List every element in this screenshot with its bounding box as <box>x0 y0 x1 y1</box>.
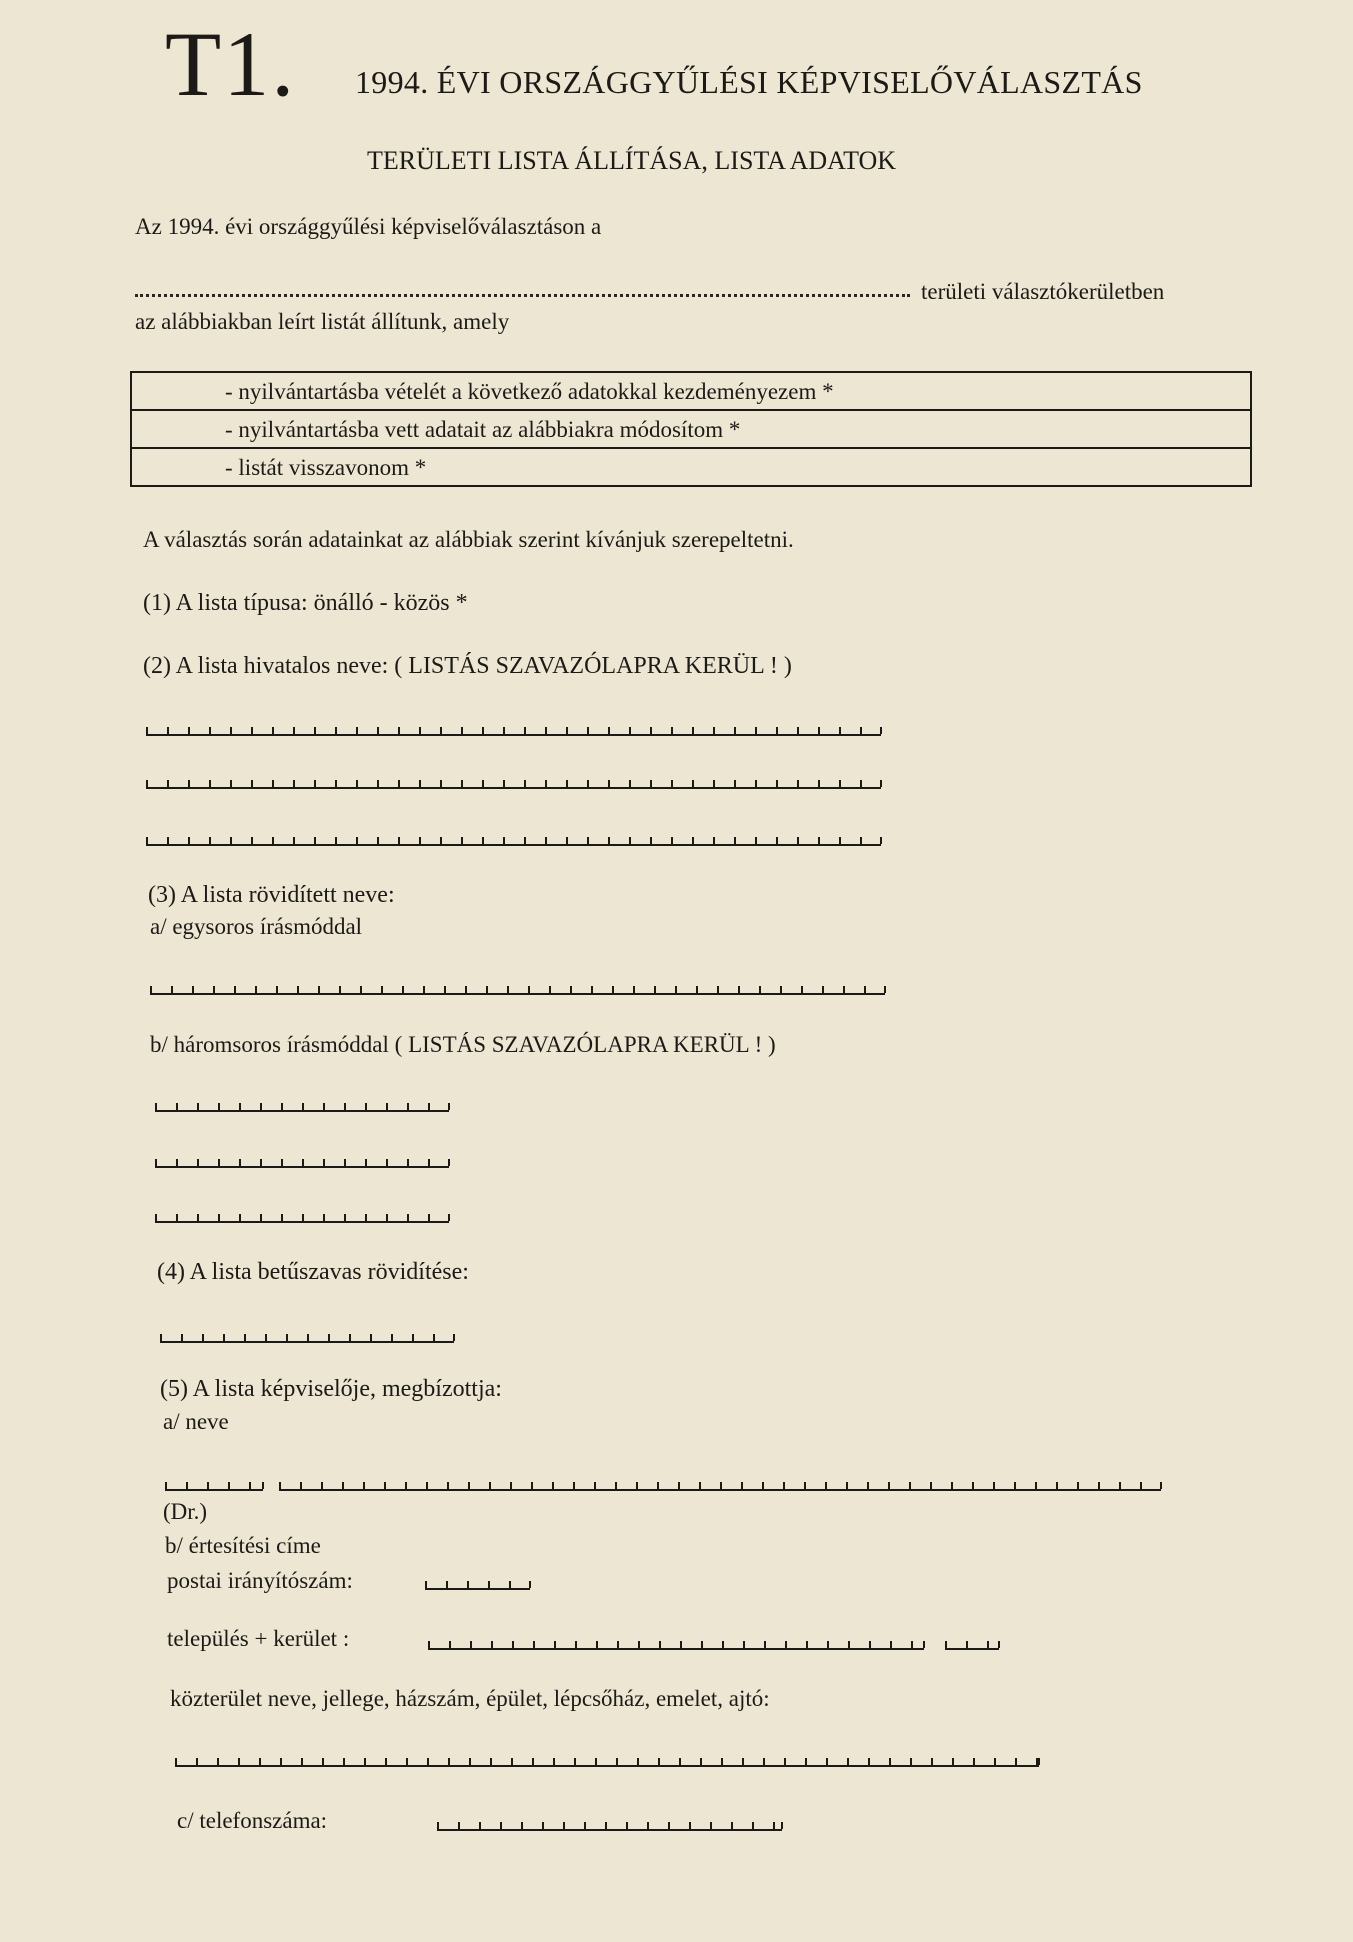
representative-name-field[interactable] <box>279 1482 1161 1491</box>
option-register[interactable] <box>132 373 1250 411</box>
section-4-acronym: (4) A lista betűszavas rövidítése: <box>157 1259 469 1285</box>
section-1-list-type: (1) A lista típusa: önálló - közös * <box>143 590 468 616</box>
street-label: közterület neve, jellege, házszám, épület, lépcsőház, emelet, ajtó: <box>170 1686 770 1711</box>
phone-label: c/ telefonszáma: <box>177 1808 328 1833</box>
official-name-field-2[interactable] <box>146 780 881 789</box>
short-name-three-line-field-2[interactable] <box>155 1159 449 1168</box>
section-5a-name-label: a/ neve <box>163 1409 229 1434</box>
intro-line: Az 1994. évi országgyűlési képviselőválasztáson a <box>135 214 602 239</box>
section-3b-label: b/ háromsoros írásmóddal ( LISTÁS SZAVAZÓLAPRA KERÜL ! ) <box>150 1032 776 1057</box>
form-code: T1. <box>165 13 297 115</box>
intro-line-2: az alábbiakban leírt listát állítunk, amely <box>135 309 510 334</box>
district-suffix: területi választókerületben <box>921 279 1165 304</box>
section-5-representative: (5) A lista képviselője, megbízottja: <box>160 1376 502 1402</box>
option-modify[interactable] <box>132 411 1250 449</box>
short-name-three-line-field-1[interactable] <box>155 1103 449 1112</box>
instruction-text: A választás során adatainkat az alábbiak szerint kívánjuk szerepeltetni. <box>143 527 794 552</box>
section-3a-label: a/ egysoros írásmóddal <box>150 914 363 939</box>
settlement-label: település + kerület : <box>167 1626 350 1651</box>
dr-label: (Dr.) <box>163 1499 208 1524</box>
section-2-official-name: (2) A lista hivatalos neve: ( LISTÁS SZAVAZÓLAPRA KERÜL ! ) <box>143 653 792 679</box>
short-name-three-line-field-3[interactable] <box>155 1214 449 1223</box>
acronym-field[interactable] <box>160 1334 454 1343</box>
title-dr-field[interactable] <box>165 1482 263 1491</box>
district-number-field[interactable] <box>945 1641 999 1650</box>
section-3-short-name: (3) A lista rövidített neve: <box>148 882 395 908</box>
official-name-field-3[interactable] <box>146 837 881 846</box>
option-withdraw[interactable] <box>132 449 1250 487</box>
option-box <box>130 371 1252 487</box>
form-title: 1994. ÉVI ORSZÁGGYŰLÉSI KÉPVISELŐVÁLASZTÁS <box>355 64 1143 100</box>
district-fill-line[interactable] <box>135 294 910 297</box>
settlement-field[interactable] <box>428 1641 924 1650</box>
phone-field[interactable] <box>437 1822 782 1831</box>
official-name-field-1[interactable] <box>146 727 881 736</box>
option-label: - nyilvántartásba vett adatait az alábbiakra módosítom * <box>225 417 741 442</box>
section-5b-address-label: b/ értesítési címe <box>165 1533 321 1558</box>
option-label: - nyilvántartásba vételét a következő adatokkal kezdeményezem * <box>225 379 834 404</box>
form-subtitle: TERÜLETI LISTA ÁLLÍTÁSA, LISTA ADATOK <box>367 146 897 175</box>
short-name-single-line-field[interactable] <box>150 986 885 995</box>
postal-code-field[interactable] <box>425 1581 530 1590</box>
option-label: - listát visszavonom * <box>225 455 427 480</box>
street-address-field[interactable] <box>175 1758 1039 1767</box>
postal-code-label: postai irányítószám: <box>167 1568 353 1593</box>
